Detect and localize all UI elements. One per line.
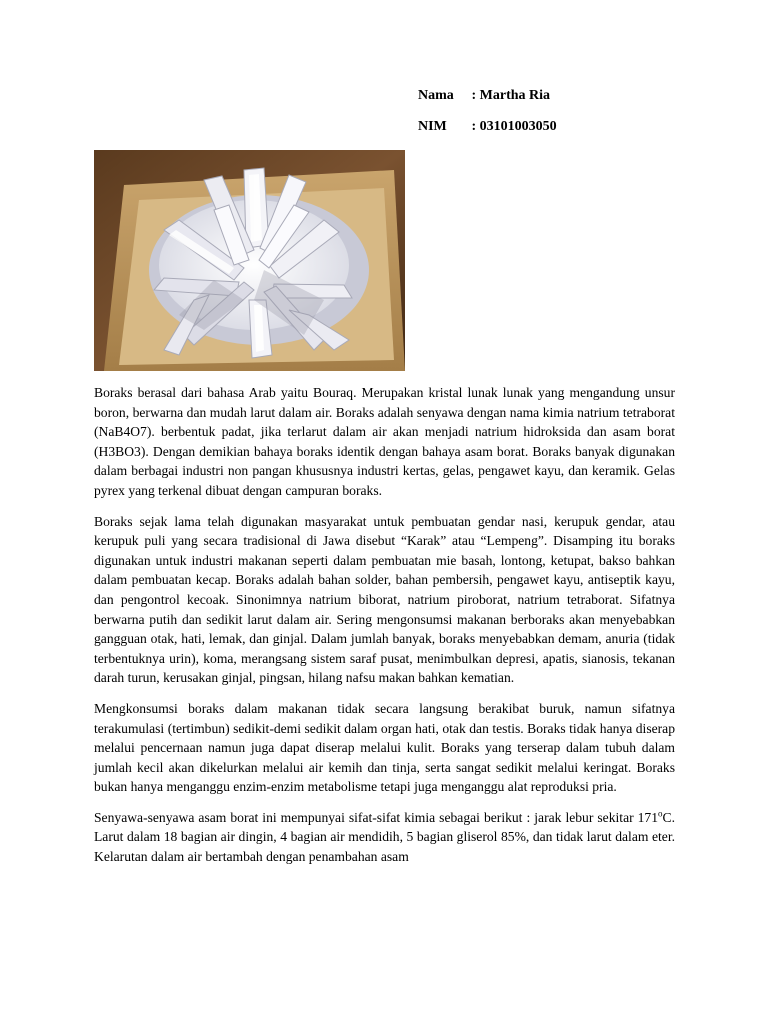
name-label: Nama: [418, 88, 454, 103]
name-value: : Martha Ria: [471, 88, 551, 103]
paragraph: Mengkonsumsi boraks dalam makanan tidak secara langsung berakibat buruk, namun sifatnya terakumulasi (tertimbun) sedikit-demi sedikit dalam organ hati, otak dan testis. Boraks tidak hanya diserap melalui pencernaan namun juga dapat diserap melalui kulit. Boraks yang terserap dalam tubuh dalam jumlah kecil akan dikelurkan melalui air kemih dan tinja, serta sangat sedikit melalui keringat. Boraks bukan hanya menganggu enzim-enzim metabolisme tetapi juga menganggu alat reproduksi pria.: [94, 700, 675, 795]
student-id-line: [418, 119, 557, 135]
borax-crystal-photo: [94, 150, 405, 371]
paragraph-text-after-superscript: C. Larut dalam 18 bagian air dingin, 4 bagian air mendidih, 5 bagian gliserol 85%, dan tidak larut dalam eter. Kelarutan dalam air bertambah dengan penambahan asam: [94, 809, 675, 865]
nim-label: NIM: [418, 119, 447, 134]
paragraph-last: [94, 808, 675, 867]
nim-value: : 03101003050: [471, 119, 557, 134]
paragraph: Boraks sejak lama telah digunakan masyarakat untuk pembuatan gendar nasi, kerupuk gendar, atau kerupuk puli yang secara tradisional di Jawa disebut “Karak” atau “Lempeng”. Disamping itu boraks digunakan untuk industri makanan seperti dalam pembuatan mie basah, lontong, ketupat, bakso bahkan dalam pembuatan kecap. Boraks adalah bahan solder, bahan pembersih, pengawet kayu, antiseptik kayu, dan pengontrol kecoak. Sinonimnya natrium biborat, natrium piroborat, natrium tetraborat. Sifatnya berwarna putih dan sedikit larut dalam air. Sering mengonsumsi makanan berboraks akan menyebabkan gangguan otak, hati, lemak, dan ginjal. Dalam jumlah banyak, boraks menyebabkan demam, anuria (tidak terbentuknya urin), koma, merangsang sistem saraf pusat, menimbulkan depresi, apatis, sianosis, tekanan darah turun, kerusakan ginjal, pingsan, hilang nafsu makan bahkan kematian.: [94, 513, 675, 686]
degree-superscript: o: [658, 808, 663, 819]
paragraph-text-before-superscript: Senyawa-senyawa asam borat ini mempunyai sifat-sifat kimia sebagai berikut : jarak lebur sekitar 171: [94, 809, 659, 825]
paragraph: Boraks berasal dari bahasa Arab yaitu Bouraq. Merupakan kristal lunak lunak yang mengandung unsur boron, berwarna dan mudah larut dalam air. Boraks adalah senyawa dengan nama kimia natrium tetraborat (NaB4O7). berbentuk padat, jika terlarut dalam air akan menjadi natrium hidroksida dan asam borat (H3BO3). Dengan demikian bahaya boraks identik dengan bahaya asam borat. Boraks banyak digunakan dalam berbagai industri non pangan khususnya industri kertas, gelas, pengawet kayu, dan keramik. Gelas pyrex yang terkenal dibuat dengan campuran boraks.: [94, 385, 675, 498]
student-name-line: [418, 88, 550, 104]
body-text: [94, 383, 675, 878]
